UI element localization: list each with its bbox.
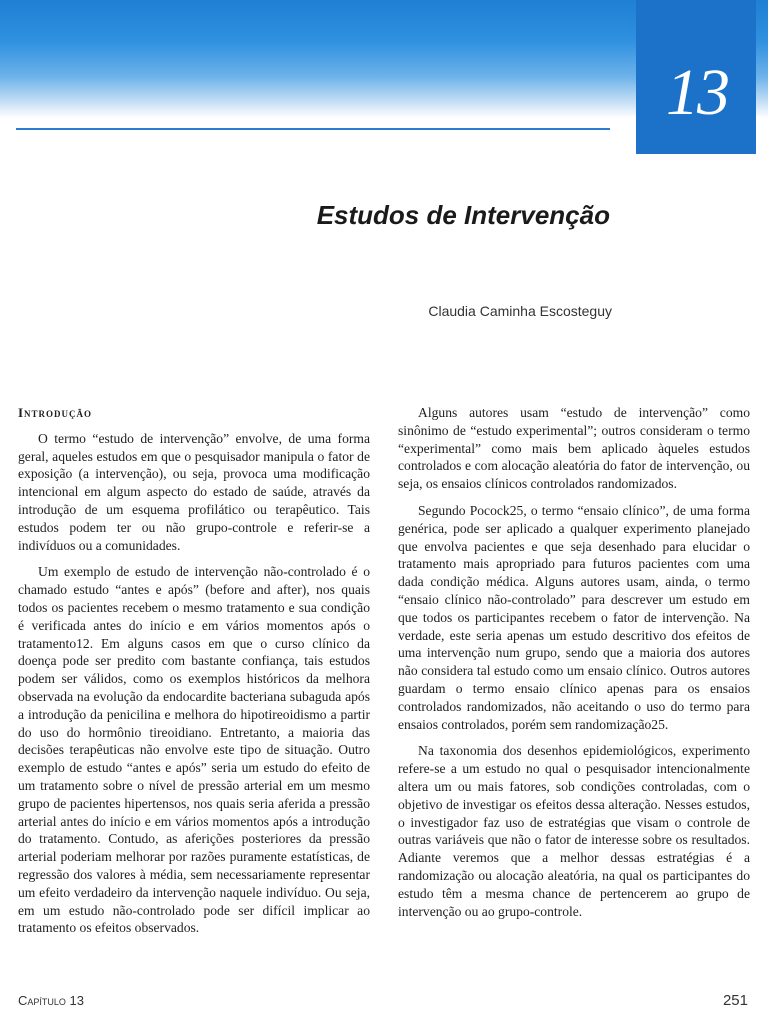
chapter-number: 13 — [666, 56, 728, 129]
paragraph: Alguns autores usam “estudo de intervenção” como sinônimo de “estudo experimental”; outros consideram o termo “experimental” como mais bem aplicado àqueles estudos controlados e com alocação aleatória do fator de intervenção, ou seja, os ensaios clínicos controlados randomizados. — [398, 405, 750, 492]
paragraph: Segundo Pocock25, o termo “ensaio clínico”, de uma forma genérica, pode ser aplicado a qualquer experimento planejado que envolva pacientes e que seja desenhado para elucidar o tratamento mais apropriado para futuros pacientes com uma dada condição médica. Alguns autores usam, ainda, o termo “ensaio clínico não-controlado” para descrever um estudo em que todos os participantes recebem o fator de intervenção. Na verdade, este seria apenas um estudo descritivo dos efeitos de uma intervenção num grupo, sendo que a maioria dos autores não considera tal estudo como um ensaio clínico. Outros autores guardam o termo ensaio clínico apenas para os ensaios controlados randomizados, não aceitando o uso do termo para ensaios controlados, porém sem randomização25. — [398, 502, 750, 732]
page-number: 251 — [722, 992, 748, 1009]
left-column — [18, 404, 370, 946]
author-name: Claudia Caminha Escosteguy — [428, 303, 612, 319]
chapter-title: Estudos de Intervenção — [316, 200, 610, 230]
chapter-number-box — [636, 0, 756, 154]
paragraph: Um exemplo de estudo de intervenção não-controlado é o chamado estudo “antes e após” (before and after), nos quais todos os pacientes recebem o mesmo tratamento e sua condição é verificada antes do início e em vários momentos após o tratamento12. Em alguns casos em que o curso clínico da doença pode ser predito com bastante confiança, tais estudos podem ser válidos, como os exemplos históricos da melhora observada na evolução da endocardite bacteriana subaguda após a introdução da penicilina e melhora do hipotireoidismo a partir do uso do hormônio tireoidiano. Entretanto, a maioria das decisões terapêuticas não envolve este tipo de situação. Outro exemplo de estudo “antes e após” seria um estudo do efeito de um tratamento sobre o nível de pressão arterial em um mesmo grupo de pacientes hipertensos, nos quais seria aferida a pressão arterial antes do início e em vários momentos após a introdução do tratamento. Contudo, as aferições posteriores da pressão arterial poderiam melhorar por razões puramente estatísticas, de regressão dos valores à média, sem necessariamente representar um efeito verdadeiro da intervenção naquele indivíduo. Ou seja, em um estudo não-controlado pode ser difícil implicar ao tratamento os efeitos observados. — [18, 564, 370, 936]
section-heading: Introdução — [18, 405, 93, 420]
header-rule — [16, 128, 610, 130]
paragraph: O termo “estudo de intervenção” envolve, de uma forma geral, aqueles estudos em que o pesquisador manipula o fator de exposição (a intervenção), ou seja, provoca uma modificação intencional em algum aspecto do estado de saúde, através da introdução de um esquema profilático ou terapêutico. Tais estudos podem ter ou não grupo-controle e referir-se a indivíduos ou a comunidades. — [18, 430, 370, 553]
footer-chapter-label: Capítulo 13 — [18, 993, 84, 1008]
right-column — [398, 404, 750, 929]
paragraph: Na taxonomia dos desenhos epidemiológicos, experimento refere-se a um estudo no qual o pesquisador intencionalmente altera um ou mais fatores, sob condições controladas, com o objetivo de investigar os efeitos dessa alteração. Nesses estudos, o investigador faz uso de estratégias que visam o controle de outras variáveis que não o fator de interesse sobre os resultados. Adiante veremos que a melhor dessas estratégias é a randomização ou alocação aleatória, na qual os participantes do estudo têm a mesma chance de pertencerem ao grupo de intervenção ou ao grupo-controle. — [398, 743, 750, 919]
